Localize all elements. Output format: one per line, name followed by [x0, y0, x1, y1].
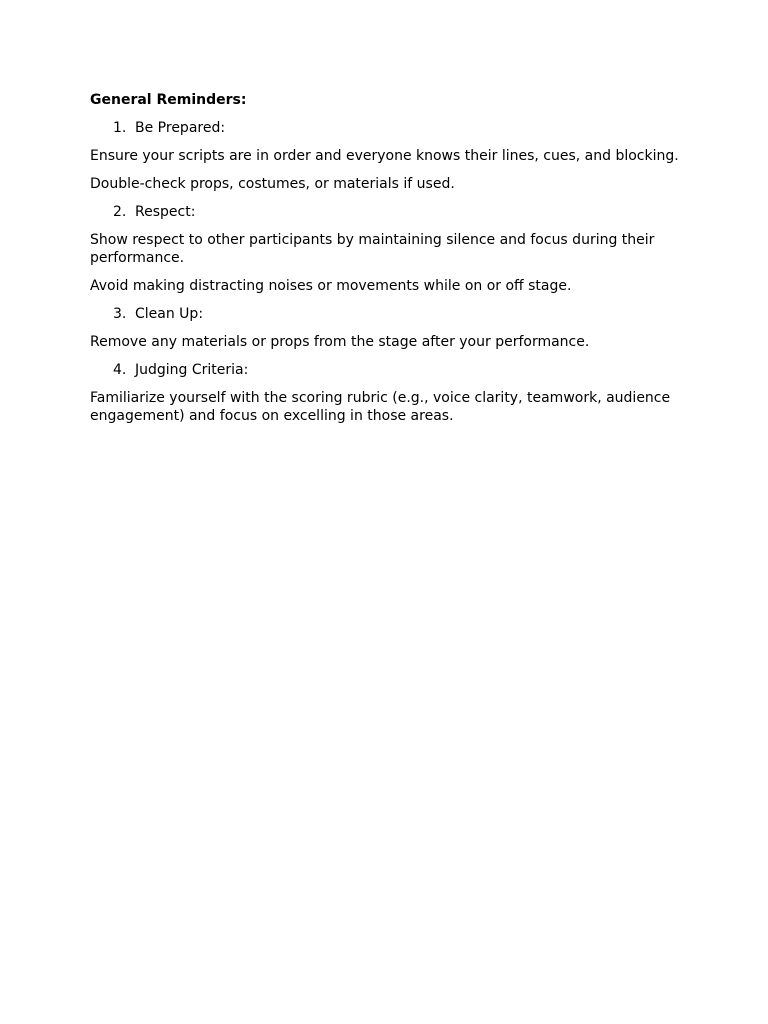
- list-number: 4.: [113, 362, 127, 378]
- list-item-clean-up: [90, 305, 690, 323]
- paragraph: Double-check props, costumes, or materials if used.: [90, 176, 455, 192]
- list-item-title: Judging Criteria:: [135, 362, 249, 378]
- paragraph: Familiarize yourself with the scoring rubric (e.g., voice clarity, teamwork, audience engagement) and focus on excelling in those areas.: [90, 390, 671, 424]
- paragraph: Show respect to other participants by maintaining silence and focus during their performance.: [90, 232, 655, 266]
- list-item-title: Be Prepared:: [135, 120, 226, 136]
- paragraph: Ensure your scripts are in order and everyone knows their lines, cues, and blocking.: [90, 148, 679, 164]
- list-number: 1.: [113, 120, 127, 136]
- document-heading: General Reminders:: [90, 92, 247, 108]
- paragraph: Remove any materials or props from the stage after your performance.: [90, 334, 590, 350]
- list-number: 3.: [113, 306, 127, 322]
- list-item-respect: [90, 203, 690, 221]
- document-page: [90, 91, 690, 435]
- list-number: 2.: [113, 204, 127, 220]
- list-item-judging-criteria: [90, 361, 690, 379]
- list-item-title: Clean Up:: [135, 306, 204, 322]
- list-item-title: Respect:: [135, 204, 196, 220]
- list-item-be-prepared: [90, 119, 690, 137]
- paragraph: Avoid making distracting noises or movements while on or off stage.: [90, 278, 572, 294]
